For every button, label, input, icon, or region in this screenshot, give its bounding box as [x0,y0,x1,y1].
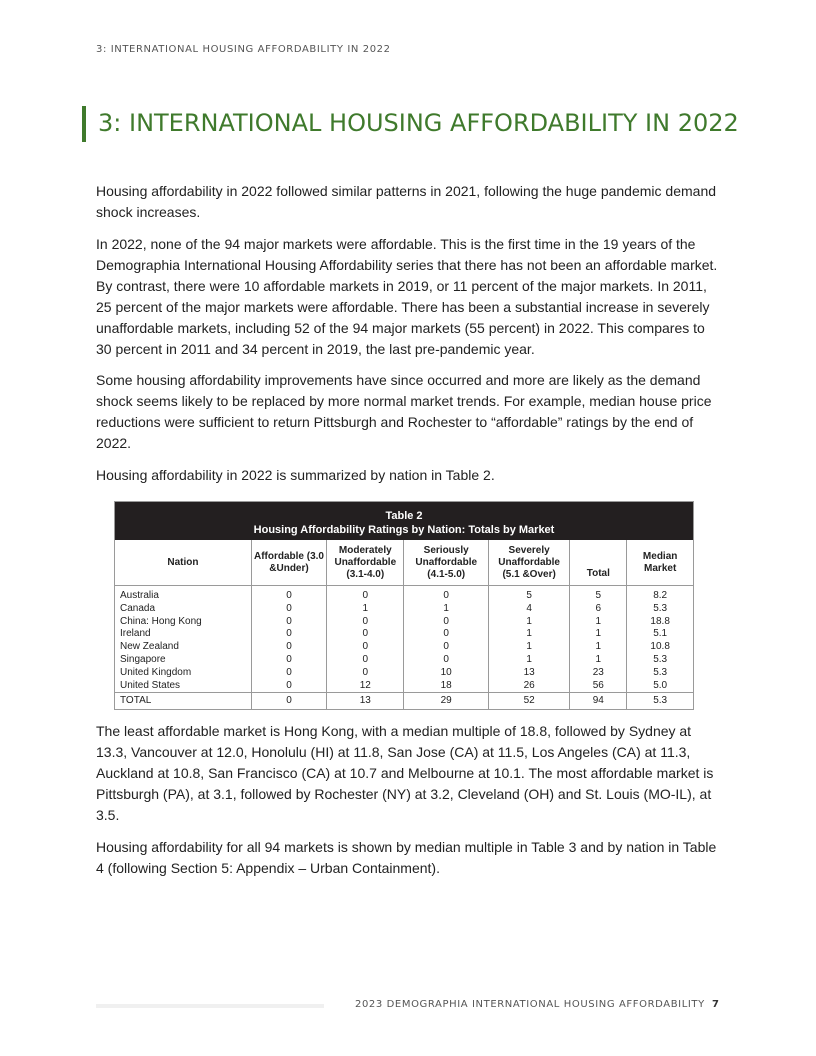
header-affordable: Affordable (3.0 &Under) [251,540,326,586]
table-row [115,616,693,629]
table-header-row [115,540,693,586]
cell-affordable: 0 [251,680,326,693]
cell-affordable: 0 [251,667,326,680]
header-severely-unaffordable: Severely Unaffordable (5.1 &Over) [488,540,569,586]
paragraph-intro: Housing affordability in 2022 followed similar patterns in 2021, following the huge pandemic demand shock increases. [96,183,717,220]
cell-affordable: 0 [251,654,326,667]
cell-severely-unaffordable: 1 [488,628,569,641]
table-row [115,641,693,654]
table-row [115,603,693,616]
cell-affordable: 0 [251,603,326,616]
total-total: 94 [570,693,627,710]
cell-affordable: 0 [251,628,326,641]
paragraph-table-intro: Housing affordability in 2022 is summarized by nation in Table 2. [96,467,495,483]
total-seriously-unaffordable: 29 [404,693,488,710]
total-median-market: 5.3 [627,693,693,710]
cell-total: 56 [570,680,627,693]
cell-total: 6 [570,603,627,616]
section-title: 3: INTERNATIONAL HOUSING AFFORDABILITY IN 2022 [82,106,739,142]
cell-median-market: 5.3 [627,603,693,616]
cell-seriously-unaffordable: 0 [404,654,488,667]
cell-severely-unaffordable: 1 [488,616,569,629]
cell-seriously-unaffordable: 0 [404,641,488,654]
paragraph-least-affordable: The least affordable market is Hong Kong, with a median multiple of 18.8, followed by Sydney at 13.3, Vancouver at 12.0, Honolulu (HI) at 11.8, San Jose (CA) at 11.5, Los Angeles (CA) at 11.3, Auckland at 10.8, San Francisco (CA) at 10.7 and Melbourne at 10.1. The most affordable market is Pittsburgh (PA), at 3.1, followed by Rochester (NY) at 3.2, Cleveland (OH) and St. Louis (MO-IL), at 3.5. [96,723,714,823]
paragraph-all-markets: Housing affordability for all 94 markets is shown by median multiple in Table 3 and by nation in Table 4 (following Section 5: Appendix – Urban Containment). [96,839,717,876]
cell-median-market: 10.8 [627,641,693,654]
cell-seriously-unaffordable: 0 [404,616,488,629]
cell-median-market: 5.3 [627,667,693,680]
cell-seriously-unaffordable: 0 [404,628,488,641]
cell-nation: New Zealand [120,641,179,653]
page-number: 7 [712,999,719,1010]
cell-total: 1 [570,641,627,654]
cell-moderately-unaffordable: 0 [327,654,404,667]
header-total: Total [570,540,627,586]
cell-median-market: 8.2 [627,586,693,603]
cell-severely-unaffordable: 1 [488,654,569,667]
total-severely-unaffordable: 52 [488,693,569,710]
cell-severely-unaffordable: 1 [488,641,569,654]
footer-rule [96,1004,324,1008]
cell-moderately-unaffordable: 0 [327,586,404,603]
table-body [115,586,693,710]
table-row [115,628,693,641]
cell-moderately-unaffordable: 0 [327,616,404,629]
cell-median-market: 5.0 [627,680,693,693]
cell-seriously-unaffordable: 10 [404,667,488,680]
ratings-grid [115,540,693,709]
cell-nation: China: Hong Kong [120,615,202,627]
cell-moderately-unaffordable: 0 [327,628,404,641]
table-row [115,586,693,603]
cell-nation: United States [120,679,181,691]
ratings-table [114,501,694,710]
cell-total: 5 [570,586,627,603]
cell-nation: Singapore [120,653,166,665]
cell-moderately-unaffordable: 0 [327,667,404,680]
cell-median-market: 18.8 [627,616,693,629]
cell-seriously-unaffordable: 0 [404,586,488,603]
table-caption-title: Housing Affordability Ratings by Nation: Totals by Market [253,524,555,536]
cell-severely-unaffordable: 26 [488,680,569,693]
cell-total: 23 [570,667,627,680]
cell-nation: Ireland [120,628,151,640]
table-caption-number: Table 2 [385,510,423,522]
table-row [115,680,693,693]
cell-affordable: 0 [251,641,326,654]
cell-moderately-unaffordable: 0 [327,641,404,654]
cell-nation: Australia [120,590,159,601]
cell-median-market: 5.3 [627,654,693,667]
cell-nation: United Kingdom [120,666,192,678]
cell-total: 1 [570,654,627,667]
cell-moderately-unaffordable: 1 [327,603,404,616]
header-median-market: Median Market [627,540,693,586]
header-seriously-unaffordable: Seriously Unaffordable (4.1-5.0) [404,540,488,586]
cell-nation: Canada [120,602,156,614]
header-moderately-unaffordable: Moderately Unaffordable (3.1-4.0) [327,540,404,586]
cell-affordable: 0 [251,586,326,603]
table-row [115,654,693,667]
table-row [115,667,693,680]
cell-affordable: 0 [251,616,326,629]
table-total-row [115,693,693,710]
table-caption [115,502,693,540]
cell-severely-unaffordable: 5 [488,586,569,603]
header-nation: Nation [115,540,251,586]
paragraph-none-affordable: In 2022, none of the 94 major markets were affordable. This is the first time in the 19 years of the Demographia International Housing Affordability series that there has not been an affordable market. By contrast, there were 10 affordable markets in 2019, or 11 percent of the major markets. In 2011, 25 percent of the major markets were affordable. There has been a substantial increase in severely unaffordable markets, including 52 of the 94 major markets (55 percent) in 2022. This compares to 30 percent in 2011 and 34 percent in 2019, the last pre-pandemic year. [96,236,718,357]
cell-severely-unaffordable: 13 [488,667,569,680]
cell-seriously-unaffordable: 18 [404,680,488,693]
cell-median-market: 5.1 [627,628,693,641]
footer-publication: 2023 DEMOGRAPHIA INTERNATIONAL HOUSING AFFORDABILITY [355,999,705,1010]
running-head: 3: INTERNATIONAL HOUSING AFFORDABILITY IN 2022 [96,44,391,55]
cell-total: 1 [570,616,627,629]
total-nation: TOTAL [115,693,251,710]
total-affordable: 0 [251,693,326,710]
paragraph-improvements: Some housing affordability improvements have since occurred and more are likely as the demand shock seems likely to be replaced by more normal market trends. For example, median house price reductions were sufficient to return Pittsburgh and Rochester to “affordable” ratings by the end of 2022. [96,372,712,451]
cell-moderately-unaffordable: 12 [327,680,404,693]
cell-seriously-unaffordable: 1 [404,603,488,616]
cell-severely-unaffordable: 4 [488,603,569,616]
total-moderately-unaffordable: 13 [327,693,404,710]
cell-total: 1 [570,628,627,641]
